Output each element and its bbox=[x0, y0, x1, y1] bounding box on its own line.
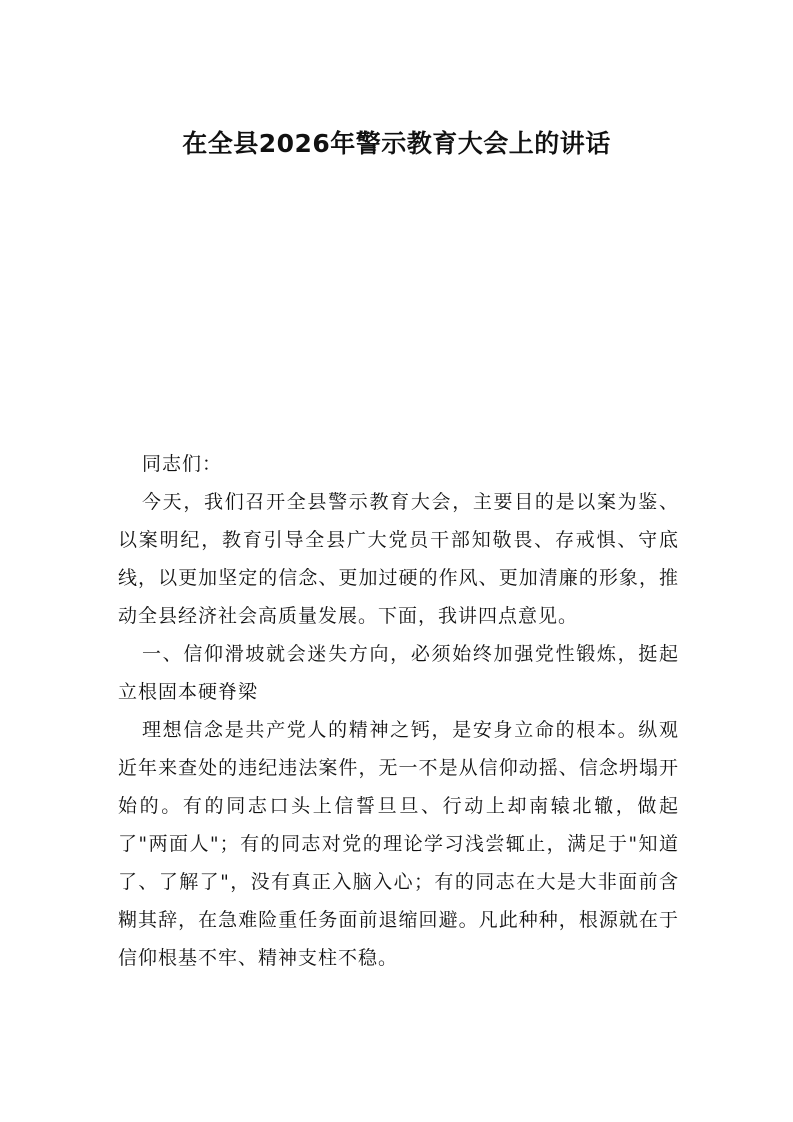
salutation-paragraph: 同志们： bbox=[142, 453, 223, 475]
section-heading-1: 一、信仰滑坡就会迷失方向，必须始终加强党性锻炼，挺起立根固本硬脊梁 bbox=[118, 643, 679, 703]
section-1-paragraph: 理想信念是共产党人的精神之钙，是安身立命的根本。纵观近年来查处的违纪违法案件，无一不是从信仰动摇、信念坍塌开始的。有的同志口头上信誓旦旦、行动上却南辕北辙，做起了"两面人"；有的同志对党的理论学习浅尝辄止，满足于"知道了、了解了"，没有真正入脑入心；有的同志在大是大非面前含糊其辞，在急难险重任务面前退缩回避。凡此种种，根源就在于信仰根基不牢、精神支柱不稳。 bbox=[118, 719, 679, 969]
opening-paragraph: 今天，我们召开全县警示教育大会，主要目的是以案为鉴、以案明纪，教育引导全县广大党员干部知敬畏、存戒惧、守底线，以更加坚定的信念、更加过硬的作风、更加清廉的形象，推动全县经济社会高质量发展。下面，我讲四点意见。 bbox=[118, 491, 679, 627]
document-body bbox=[118, 445, 679, 977]
document-title: 在全县2026年警示教育大会上的讲话 bbox=[182, 129, 611, 158]
